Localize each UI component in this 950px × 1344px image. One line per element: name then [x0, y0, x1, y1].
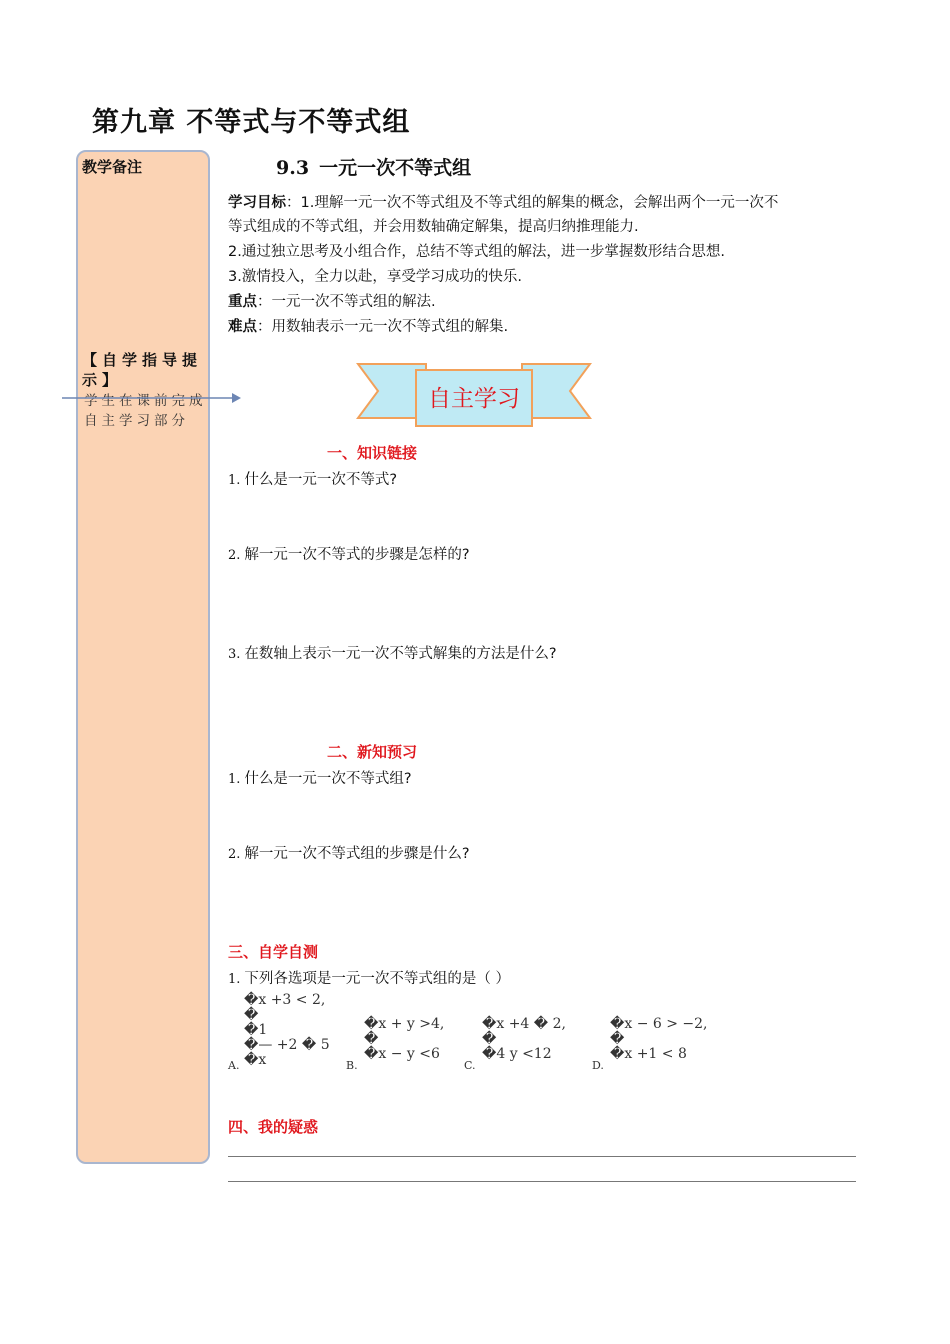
part4-heading: 四、我的疑惑 [228, 1118, 319, 1136]
part2-question-1: 1. 什么是一元一次不等式组? [228, 771, 412, 787]
objectives-line-1 [228, 191, 778, 215]
part1-question-1: 1. 什么是一元一次不等式? [228, 472, 398, 488]
objectives-line-4: 3.激情投入，全力以赴，享受学习成功的快乐. [228, 269, 522, 285]
option-c-label[interactable]: C. [464, 1059, 476, 1072]
key-point-text: ：一元一次不等式组的解法. [257, 294, 436, 310]
part3-question: 1. 下列各选项是一元一次不等式组的是（ ） [228, 971, 511, 987]
option-a-label[interactable]: A. [228, 1059, 240, 1072]
part3-heading: 三、自学自测 [228, 943, 319, 961]
section-number: 9.3 [276, 157, 310, 179]
teaching-notes-sidebar [76, 150, 210, 1164]
self-study-banner [356, 362, 592, 428]
option-c-system: �x +4 � 2, � �4 y <12 [482, 1016, 566, 1062]
difficulty [228, 315, 508, 339]
objectives-text-1: ：1.理解一元一次不等式组及不等式组的解集的概念，会解出两个一元一次不 [286, 195, 779, 211]
section-title-text: 一元一次不等式组 [319, 157, 472, 179]
part2-heading: 二、新知预习 [327, 743, 418, 761]
part1-heading: 一、知识链接 [327, 444, 418, 462]
part1-question-3: 3. 在数轴上表示一元一次不等式解集的方法是什么? [228, 646, 557, 662]
difficulty-label: 难点 [228, 319, 257, 335]
key-point-label: 重点 [228, 294, 257, 310]
option-d-label[interactable]: D. [592, 1059, 604, 1072]
objectives-line-3: 2.通过独立思考及小组合作，总结不等式组的解法，进一步掌握数形结合思想. [228, 244, 725, 260]
section-title [276, 153, 471, 180]
pointer-arrow-icon [62, 390, 242, 406]
objectives-line-2: 等式组成的不等式组，并会用数轴确定解集，提高归纳推理能力. [228, 219, 639, 235]
option-d-system: �x − 6 > −2, � �x +1 < 8 [610, 1016, 708, 1062]
option-a-system: �x +3 < 2, � �1 �— +2 � 5 �x [244, 992, 330, 1068]
banner-text: 自主学习 [428, 386, 520, 412]
objectives-label: 学习目标 [228, 195, 286, 211]
option-b-label[interactable]: B. [346, 1059, 358, 1072]
option-b-system: �x + y >4, � �x − y <6 [364, 1016, 445, 1062]
key-point [228, 290, 436, 314]
part2-question-2: 2. 解一元一次不等式组的步骤是什么? [228, 846, 470, 862]
chapter-title: 第九章 不等式与不等式组 [92, 107, 411, 138]
difficulty-text: ：用数轴表示一元一次不等式组的解集. [257, 319, 509, 335]
answer-line-2[interactable] [228, 1181, 856, 1182]
sidebar-title: 教学备注 [82, 158, 143, 176]
answer-line-1[interactable] [228, 1156, 856, 1157]
part1-question-2: 2. 解一元一次不等式的步骤是怎样的? [228, 547, 470, 563]
sidebar-tip-title: 【自学指导提示】 [82, 351, 203, 389]
sidebar-tip-body: 学生在课前完成自主学习部分 [84, 393, 207, 429]
